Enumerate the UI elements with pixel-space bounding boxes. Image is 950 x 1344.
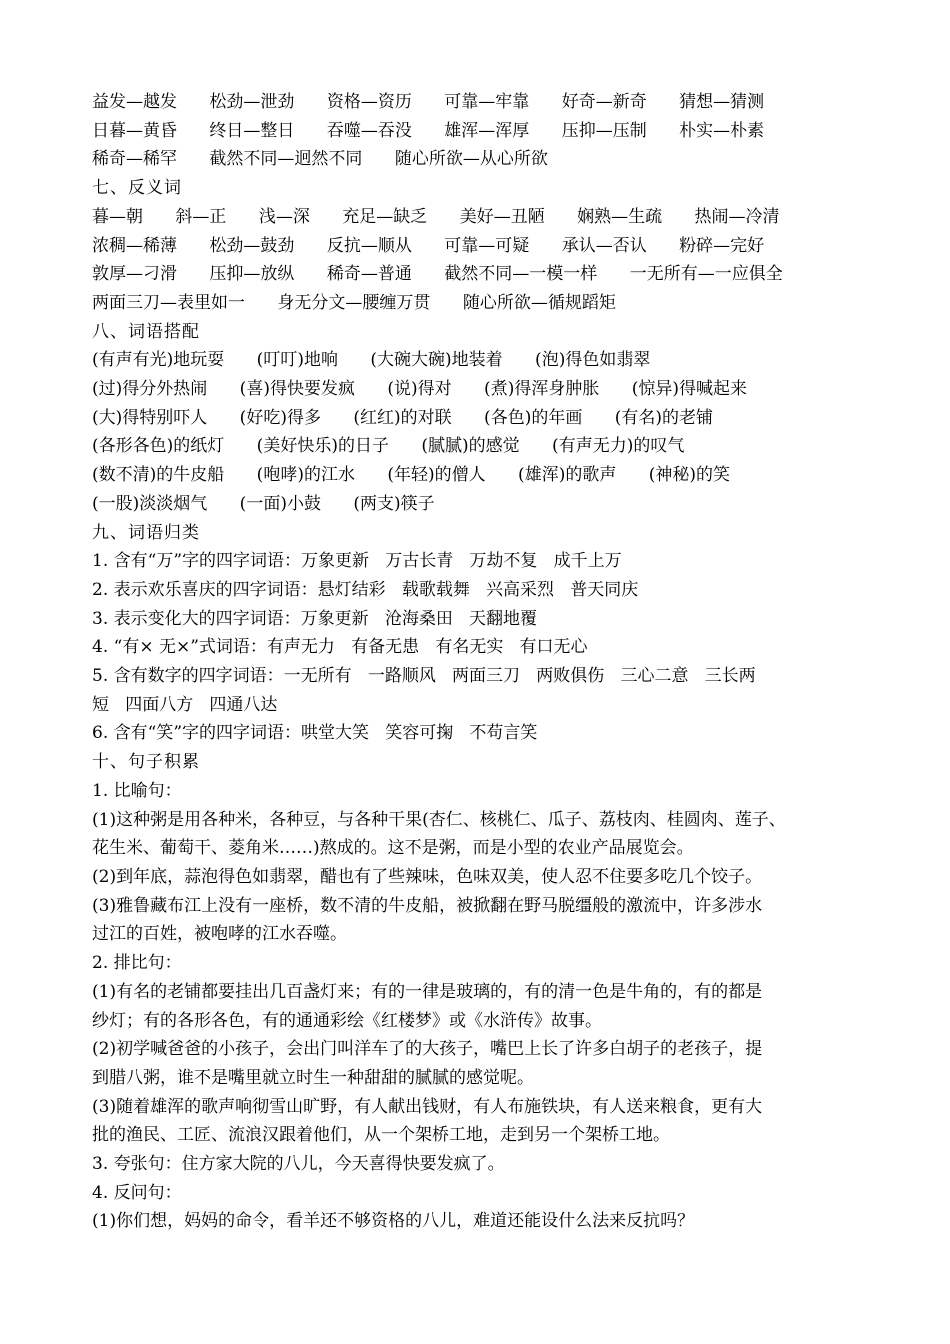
section-heading-classification: 九、词语归类 [92,522,200,543]
metaphor-1-line-2: 花生米、葡萄干、菱角米……)熬成的。这不是粥，而是小型的农业产品展览会。 [92,838,694,859]
synonym-line-1: 益发—越发 松劲—泄劲 资格—资历 可靠—牢靠 好奇—新奇 猜想—猜测 [92,92,765,112]
classification-item-4: 4. “有× 无×”式词语：有声无力 有备无患 有名无实 有口无心 [92,637,588,658]
antonym-line-4: 两面三刀—表里如一 身无分文—腰缠万贯 随心所欲—循规蹈矩 [92,292,616,313]
sentence-type-rhetorical: 4. 反问句： [92,1182,182,1203]
section-heading-sentences: 十、句子积累 [92,752,200,773]
antonym-line-3: 敦厚—刁滑 压抑—放纵 稀奇—普通 截然不同—一模一样 一无所有—一应俱全 [92,264,783,285]
parallelism-3-line-2: 批的渔民、工匠、流浪汉跟着他们，从一个架桥工地，走到另一个架桥工地。 [92,1125,670,1146]
parallelism-2-line-1: (2)初学喊爸爸的小孩子，会出门叫洋车了的大孩子，嘴巴上长了许多白胡子的老孩子，提 [92,1039,763,1060]
metaphor-2: (2)到年底，蒜泡得色如翡翠，醋也有了些辣味，色味双美，使人忍不住要多吃几个饺子。 [92,866,763,887]
parallelism-2-line-2: 到腊八粥，谁不是嘴里就立时生一种甜甜的腻腻的感觉呢。 [92,1067,534,1088]
classification-item-5: 5. 含有数字的四字词语：一无所有 一路顺风 两面三刀 两败俱伤 三心二意 三长两 [92,666,756,687]
sentence-type-parallelism: 2. 排比句： [92,953,182,974]
collocation-line-5: (数不清)的牛皮船 (咆哮)的江水 (年轻)的僧人 (雄浑)的歌声 (神秘)的笑 [92,465,731,486]
synonym-line-3: 稀奇—稀罕 截然不同—迥然不同 随心所欲—从心所欲 [92,149,548,170]
section-heading-collocation: 八、词语搭配 [92,321,200,342]
classification-item-2: 2. 表示欢乐喜庆的四字词语：悬灯结彩 载歌载舞 兴高采烈 普天同庆 [92,579,639,600]
parallelism-1-line-2: 纱灯；有的各形各色，有的通通彩绘《红楼梦》或《水浒传》故事。 [92,1010,602,1031]
sentence-type-hyperbole: 3. 夸张句：住方家大院的八儿，今天喜得快要发疯了。 [92,1154,505,1175]
sentence-type-metaphor: 1. 比喻句： [92,780,182,801]
synonym-line-2: 日暮—黄昏 终日—整日 吞噬—吞没 雄浑—浑厚 压抑—压制 朴实—朴素 [92,120,765,141]
collocation-line-1: (有声有光)地玩耍 (叮叮)地响 (大碗大碗)地装着 (泡)得色如翡翠 [92,350,651,371]
classification-item-6: 6. 含有“笑”字的四字词语：哄堂大笑 笑容可掬 不苟言笑 [92,723,538,744]
classification-item-3: 3. 表示变化大的四字词语：万象更新 沧海桑田 天翻地覆 [92,608,538,629]
collocation-line-6: (一股)淡淡烟气 (一面)小鼓 (两支)筷子 [92,493,435,514]
antonym-line-2: 浓稠—稀薄 松劲—鼓劲 反抗—顺从 可靠—可疑 承认—否认 粉碎—完好 [92,235,765,256]
collocation-line-2: (过)得分外热闹 (喜)得快要发疯 (说)得对 (煮)得浑身肿胀 (惊异)得喊起来 [92,379,748,400]
metaphor-3-line-2: 过江的百姓，被咆哮的江水吞噬。 [92,924,347,945]
section-heading-antonyms: 七、反义词 [92,178,182,199]
metaphor-1-line-1: (1)这种粥是用各种米，各种豆，与各种干果(杏仁、核桃仁、瓜子、荔枝肉、桂圆肉、莲子、 [92,809,786,830]
classification-item-1: 1. 含有“万”字的四字词语：万象更新 万古长青 万劫不复 成千上万 [92,551,622,572]
parallelism-1-line-1: (1)有名的老铺都要挂出几百盏灯来；有的一律是玻璃的，有的清一色是牛角的，有的都是 [92,981,763,1002]
collocation-line-4: (各形各色)的纸灯 (美好快乐)的日子 (腻腻)的感觉 (有声无力)的叹气 [92,436,685,457]
metaphor-3-line-1: (3)雅鲁藏布江上没有一座桥，数不清的牛皮船，被掀翻在野马脱缰般的激流中，许多涉水 [92,895,763,916]
collocation-line-3: (大)得特别吓人 (好吃)得多 (红红)的对联 (各色)的年画 (有名)的老铺 [92,407,714,428]
antonym-line-1: 暮—朝 斜—正 浅—深 充足—缺乏 美好—丑陋 娴熟—生疏 热闹—冷清 [92,206,780,227]
parallelism-3-line-1: (3)随着雄浑的歌声响彻雪山旷野，有人献出钱财，有人布施铁块，有人送来粮食，更有大 [92,1096,763,1117]
rhetorical-1: (1)你们想，妈妈的命令，看羊还不够资格的八儿，难道还能设什么法来反抗吗？ [92,1211,695,1232]
classification-item-5-cont: 短 四面八方 四通八达 [92,694,278,715]
